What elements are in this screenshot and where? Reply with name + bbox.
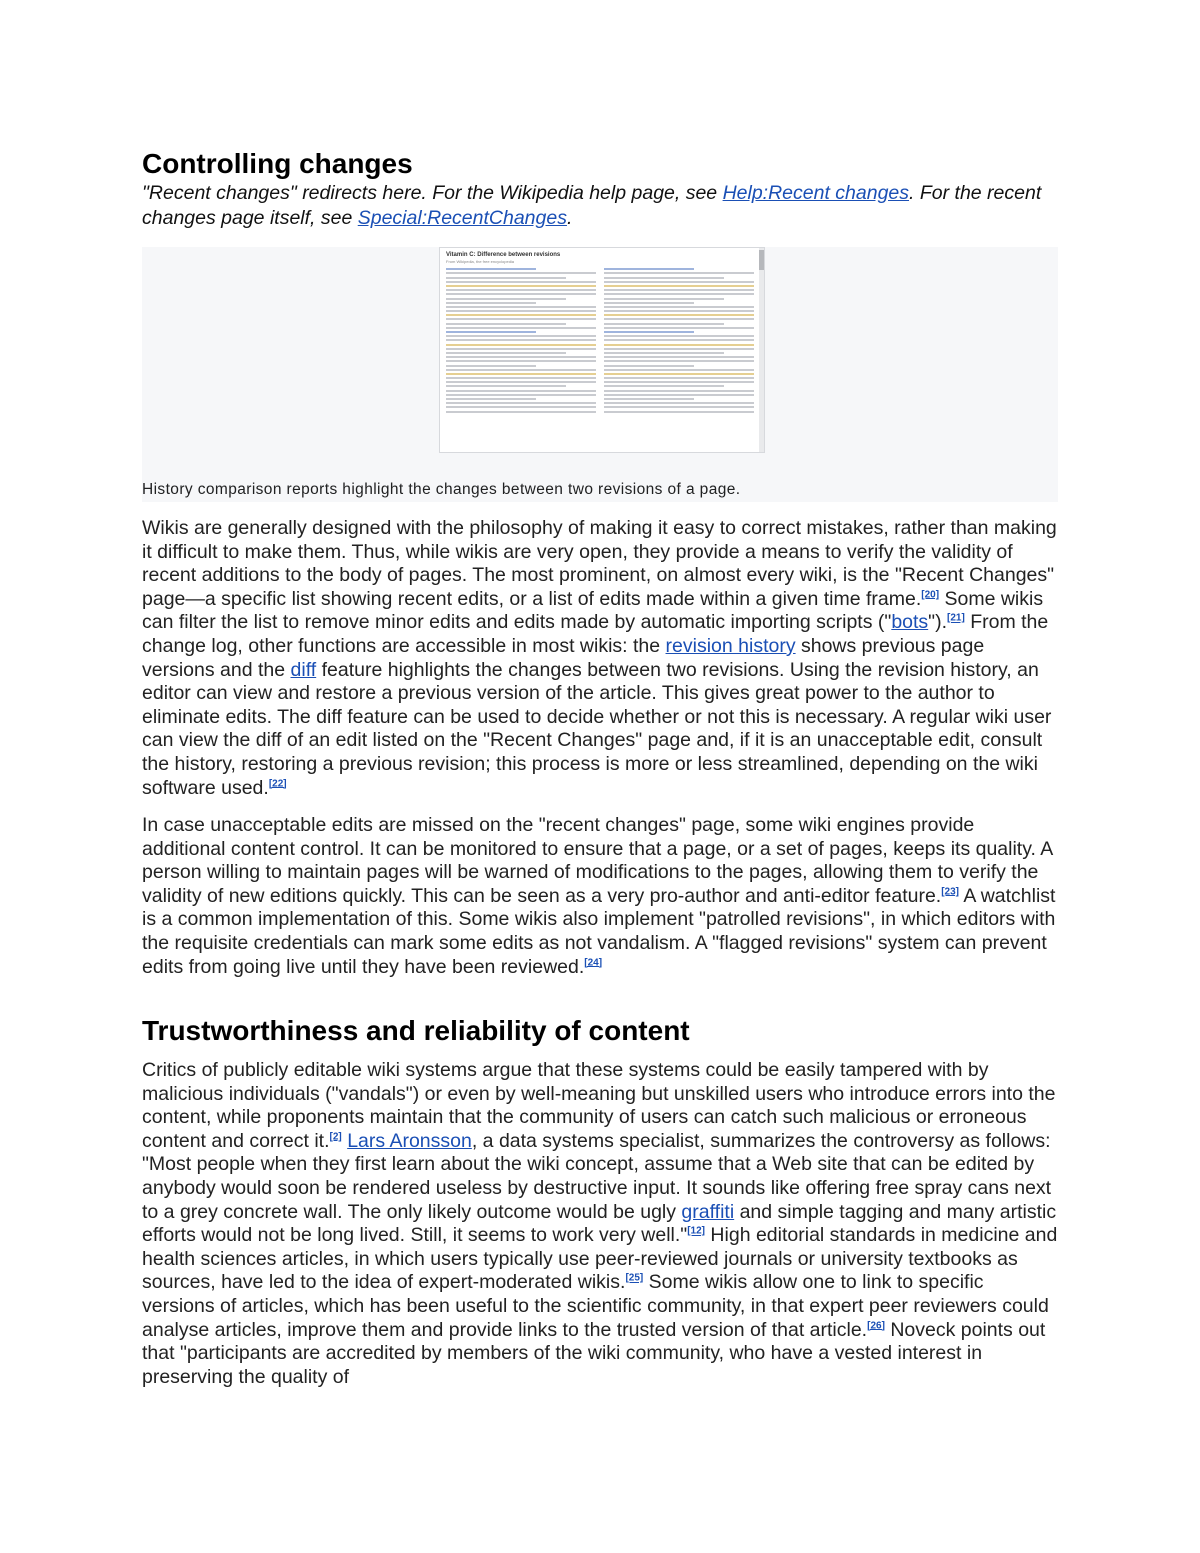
citation-link[interactable]: [23]	[941, 886, 960, 898]
paragraph-text: A watchlist is a common implementation of this. Some wikis also implement "patrolled revisions", in which editors with the requisite credentials can mark some edits as not vandalism. A "flagged revisions" system can prevent edits from going live until they have been reviewed.	[142, 884, 1056, 978]
thumbnail-text-line	[446, 268, 536, 270]
thumbnail-text-line	[604, 348, 754, 350]
citation-link[interactable]: [25]	[625, 1272, 644, 1284]
paragraph-text: High editorial standards in medicine and health sciences articles, in which users typically use peer-reviewed journals or university textbooks as sources, have led to the idea of expert-moderated wikis.	[142, 1224, 1058, 1294]
thumbnail-text-line	[446, 369, 596, 371]
paragraph-text: , a data systems specialist, summarizes the controversy as follows: "Most people when they first learn about the wiki concept, assume that a Web site that can be edited by anybody would soon be rendered useless by destructive input. It sounds like offering free spray cans next to a grey concrete wall. The only likely outcome would be ugly	[142, 1129, 1052, 1223]
thumbnail-text-line	[446, 277, 566, 279]
thumbnail-text-line	[604, 377, 754, 379]
citation[interactable]	[687, 1226, 705, 1237]
paragraph-text: feature highlights the changes between two revisions. Using the revision history, an editor can view and restore a previous version of the article. This gives great power to the author to eliminate edits. The diff feature can be used to decide whether or not this is necessary. A regular wiki user can view the diff of an edit listed on the "Recent Changes" page and, if it is an unacceptable edit, consult the history, restoring a previous revision; this process is more or less streamlined, depending on the wiki software used.	[142, 658, 1052, 799]
thumbnail-text-line	[604, 285, 754, 287]
paragraph	[142, 1059, 1060, 1389]
thumbnail-title: Vitamin C: Difference between revisions	[446, 252, 561, 258]
citation-link[interactable]: [24]	[584, 957, 603, 969]
paragraph	[142, 517, 1060, 800]
thumbnail-text-line	[604, 381, 754, 383]
thumbnail-text-line	[446, 293, 596, 295]
paragraph-text: Some wikis can filter the list to remove minor edits and edits made by automatic importing scripts ("	[142, 587, 1044, 634]
thumbnail-text-line	[446, 356, 596, 358]
thumbnail-text-line	[604, 356, 754, 358]
thumbnail-text-line	[604, 406, 754, 408]
link-special-recentchanges[interactable]: Special:RecentChanges	[357, 207, 567, 229]
thumbnail-text-line	[446, 411, 596, 413]
thumbnail-text-line	[446, 360, 596, 362]
citation[interactable]	[269, 778, 287, 789]
thumbnail-text-line	[446, 385, 566, 387]
thumbnail-text-line	[446, 306, 596, 308]
paragraph	[142, 814, 1060, 979]
hatnote-text: .	[566, 207, 573, 229]
thumbnail-text-line	[604, 344, 754, 346]
thumbnail-text-line	[446, 348, 596, 350]
thumbnail-text-line	[446, 281, 596, 283]
paragraph-text: Critics of publicly editable wiki systems argue that these systems could be easily tampered with by malicious individuals ("vandals") or even by well-meaning but unskilled users who introduce errors into the content, while proponents maintain that the community of users can catch such malicious or erroneous content and correct it.	[142, 1059, 1056, 1152]
thumbnail-text-line	[604, 411, 754, 413]
thumbnail-text-line	[604, 281, 754, 283]
thumbnail-text-line	[446, 402, 596, 404]
thumbnail-text-line	[604, 314, 754, 316]
paragraph-text: From the change log, other functions are accessible in most wikis: the	[142, 611, 1049, 657]
figure	[142, 247, 1058, 502]
paragraph-text: In case unacceptable edits are missed on the "recent changes" page, some wiki engines provide additional content control. It can be monitored to ensure that a page, or a set of pages, keeps its quality. A person willing to maintain pages will be warned of modifications to the pages, allowing them to verify the validity of new editions quickly. This can be seen as a very pro-author and anti-editor feature.	[142, 814, 1053, 907]
thumbnail-text-line	[604, 385, 724, 387]
thumbnail-text-line	[446, 318, 596, 320]
thumbnail-scrollbar	[759, 248, 764, 452]
citation[interactable]	[941, 886, 959, 897]
thumbnail-text-line	[446, 373, 596, 375]
thumbnail-text-line	[446, 314, 596, 316]
thumbnail-text-line	[446, 310, 596, 312]
thumbnail-text-line	[604, 323, 724, 325]
hatnote-text: . For the recent changes page itself, see	[142, 182, 1042, 229]
thumbnail-text-line	[604, 339, 754, 341]
thumbnail-text-line	[446, 390, 596, 392]
thumbnail-text-line	[604, 298, 724, 300]
figure-caption: History comparison reports highlight the changes between two revisions of a page.	[142, 481, 741, 498]
thumbnail-text-line	[446, 327, 596, 329]
paragraph-text: Wikis are generally designed with the philosophy of making it easy to correct mistakes, rather than making it difficult to make them. Thus, while wikis are very open, they provide a means to verify the validity of recent additions to the body of pages. The most prominent, on almost every wiki, is the "Recent Changes" page—a specific list showing recent edits, or a list of edits made within a given time frame.	[142, 517, 1057, 610]
thumbnail-text-line	[446, 377, 596, 379]
thumbnail-text-line	[446, 352, 566, 354]
thumbnail-text-line	[446, 331, 536, 333]
hatnote	[142, 181, 1042, 231]
citation[interactable]	[330, 1131, 342, 1142]
thumbnail-text-line	[446, 302, 536, 304]
section-heading-controlling-changes: Controlling changes	[142, 148, 413, 179]
paragraph-text: shows previous page versions and the	[142, 634, 985, 681]
citation[interactable]	[947, 613, 965, 624]
citation[interactable]	[867, 1320, 885, 1331]
thumbnail-text-line	[604, 277, 724, 279]
thumbnail-text-line	[446, 406, 596, 408]
thumbnail-text-line	[604, 365, 694, 367]
thumbnail-text-line	[446, 365, 536, 367]
link-lars-aronsson[interactable]: Lars Aronsson	[347, 1129, 472, 1152]
paragraph-text: ").	[928, 611, 948, 634]
thumbnail-text-line	[604, 373, 754, 375]
thumbnail-text-line	[446, 285, 596, 287]
link-graffiti[interactable]: graffiti	[681, 1200, 735, 1223]
thumbnail-text-line	[604, 369, 754, 371]
thumbnail-left-column	[446, 266, 596, 415]
citation-link[interactable]: [12]	[687, 1225, 706, 1237]
thumbnail-text-line	[604, 331, 694, 333]
thumbnail-text-line	[604, 293, 754, 295]
citation-link[interactable]: [26]	[867, 1320, 885, 1332]
link-revision-history[interactable]: revision history	[665, 634, 796, 657]
thumbnail-text-line	[446, 381, 596, 383]
link-help-recent-changes[interactable]: Help:Recent changes	[722, 182, 910, 204]
thumbnail-text-line	[604, 318, 754, 320]
paragraph-text: Some wikis allow one to link to specific versions of articles, which has been useful to the scientific community, in that expert peer reviewers could analyse articles, improve them and provide links to the trusted version of that article.	[142, 1271, 1049, 1341]
thumbnail-text-line	[604, 360, 754, 362]
section-heading-trustworthiness: Trustworthiness and reliability of content	[142, 1015, 690, 1046]
thumbnail-text-line	[604, 272, 754, 274]
thumbnail-text-line	[446, 323, 566, 325]
thumbnail-text-line	[604, 398, 694, 400]
thumbnail-text-line	[604, 394, 754, 396]
thumbnail-text-line	[446, 272, 596, 274]
link-bots[interactable]: bots	[891, 611, 929, 634]
thumbnail-text-line	[604, 310, 754, 312]
thumbnail-text-line	[446, 344, 596, 346]
thumbnail-text-line	[604, 302, 694, 304]
diff-screenshot-thumbnail[interactable]	[439, 247, 765, 453]
hatnote-text: "Recent changes" redirects here. For the Wikipedia help page, see	[142, 182, 723, 204]
thumbnail-text-line	[604, 306, 754, 308]
thumbnail-text-line	[604, 289, 754, 291]
thumbnail-text-line	[446, 394, 596, 396]
paragraph-text: and simple tagging and many artistic efforts would not be long lived. Still, it seems to work very well."	[142, 1200, 1057, 1247]
citation-link[interactable]: [22]	[268, 778, 287, 790]
thumbnail-text-line	[446, 398, 536, 400]
citation[interactable]	[625, 1273, 643, 1284]
citation-link[interactable]: [20]	[921, 589, 940, 601]
thumbnail-text-line	[604, 352, 724, 354]
thumbnail-text-line	[604, 335, 754, 337]
thumbnail-text-line	[604, 390, 754, 392]
thumbnail-text-line	[604, 327, 754, 329]
thumbnail-subtitle: From Wikipedia, the free encyclopedia	[446, 259, 515, 264]
citation-link[interactable]: [2]	[329, 1131, 342, 1143]
link-diff[interactable]: diff	[290, 658, 317, 681]
thumbnail-text-line	[604, 402, 754, 404]
thumbnail-text-line	[446, 339, 596, 341]
thumbnail-text-line	[446, 298, 566, 300]
citation[interactable]	[921, 589, 939, 600]
thumbnail-right-column	[604, 266, 754, 415]
thumbnail-text-line	[446, 335, 596, 337]
thumbnail-text-line	[604, 268, 694, 270]
citation-link[interactable]: [21]	[947, 612, 965, 624]
thumbnail-text-line	[446, 289, 596, 291]
paragraph-text: Noveck points out that "participants are accredited by members of the wiki community, who have a vested interest in preserving the quality of	[142, 1318, 1046, 1388]
citation[interactable]	[584, 957, 602, 968]
